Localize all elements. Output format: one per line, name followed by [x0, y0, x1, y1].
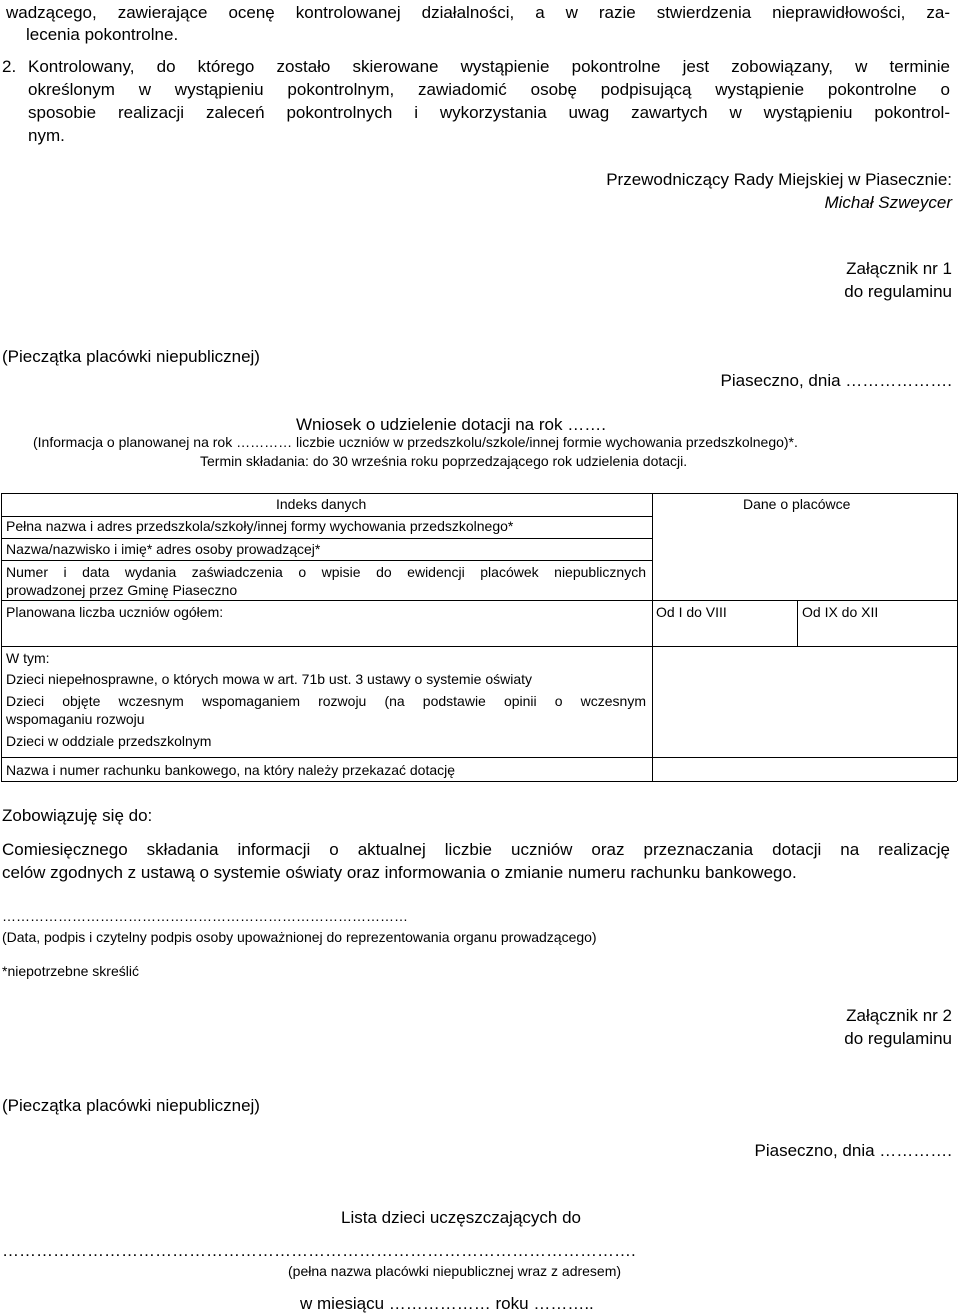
- commitment-line: celów zgodnych z ustawą o systemie oświaty oraz informowania o zmianie numeru rachunku bankowego.: [2, 863, 797, 882]
- table-border: [1, 493, 2, 781]
- paragraph-line: nym.: [28, 126, 65, 145]
- paragraph-line: wadzącego, zawierające ocenę kontrolowanej działalności, a w razie stwierdzenia nieprawidłowości, za-: [6, 3, 950, 22]
- table-row-certificate-cont: prowadzonej przez Gminę Piaseczno: [6, 582, 238, 598]
- list-title: Lista dzieci uczęszczających do: [341, 1208, 582, 1227]
- table-border: [797, 600, 798, 646]
- table-header-index: Indeks danych: [276, 496, 367, 512]
- table-border: [1, 600, 957, 601]
- stamp-placeholder: (Pieczątka placówki niepublicznej): [2, 347, 260, 366]
- institution-dots: ………………………………………………………………………………………………….: [2, 1241, 636, 1260]
- table-border: [957, 493, 958, 781]
- month-year-line: w miesiącu ……………… roku ………..: [300, 1294, 594, 1313]
- annex-title: Załącznik nr 1: [846, 259, 952, 278]
- table-row-operator: Nazwa/nazwisko i imię* adres osoby prowadzącej*: [6, 541, 321, 557]
- stamp-placeholder: (Pieczątka placówki niepublicznej): [2, 1096, 260, 1115]
- paragraph-line: określonym w wystąpieniu pokontrolnym, zawiadomić osobę podpisującą wystąpienie pokontrolne o: [28, 80, 950, 99]
- grades-9-12-label: Od IX do XII: [802, 604, 879, 620]
- table-border: [1, 493, 957, 494]
- signature-name: Michał Szweycer: [824, 193, 952, 212]
- annex-subtitle: do regulaminu: [844, 282, 952, 301]
- signature-dots: ……………………………………………………………………………: [2, 908, 408, 924]
- table-row-early-support: Dzieci objęte wczesnym wspomaganiem rozwoju (na podstawie opinii o wczesnym: [6, 693, 646, 709]
- table-row-bank: Nazwa i numer rachunku bankowego, na który należy przekazać dotację: [6, 762, 456, 778]
- institution-caption: (pełna nazwa placówki niepublicznej wraz z adresem): [288, 1263, 622, 1279]
- place-date-line: Piaseczno, dnia ………….: [754, 1141, 952, 1160]
- table-border: [1, 560, 652, 561]
- form-title: Wniosek o udzielenie dotacji na rok …….: [296, 415, 606, 434]
- commitment-heading: Zobowiązuję się do:: [2, 806, 153, 825]
- info-line: (Informacja o planowanej na rok ………… liczbie uczniów w przedszkolu/szkole/innej formie wychowania przedszkolnego)*.: [33, 434, 798, 450]
- table-row-certificate: Numer i data wydania zaświadczenia o wpisie do ewidencji placówek niepublicznych: [6, 564, 646, 580]
- grades-1-8-label: Od I do VIII: [656, 604, 727, 620]
- table-row-planned: Planowana liczba uczniów ogółem:: [6, 604, 224, 620]
- paragraph-line: sposobie realizacji zaleceń pokontrolnych i wykorzystania uwag zawartych w wystąpieniu pokontrol-: [28, 103, 950, 122]
- deadline-line: Termin składania: do 30 września roku poprzedzającego rok udzielenia dotacji.: [200, 453, 688, 469]
- annex-subtitle: do regulaminu: [844, 1029, 952, 1048]
- table-border: [1, 757, 957, 758]
- table-border: [1, 516, 652, 517]
- table-header-data: Dane o placówce: [743, 496, 851, 512]
- table-row-preschool: Dzieci w oddziale przedszkolnym: [6, 733, 212, 749]
- signature-caption: (Data, podpis i czytelny podpis osoby upoważnionej do reprezentowania organu prowadzącego): [2, 929, 597, 945]
- table-row-full-name: Pełna nazwa i adres przedszkola/szkoły/innej formy wychowania przedszkolnego*: [6, 518, 514, 534]
- table-row-disabled: Dzieci niepełnosprawne, o których mowa w art. 71b ust. 3 ustawy o systemie oświaty: [6, 671, 533, 687]
- paragraph-line: Kontrolowany, do którego zostało skierowane wystąpienie pokontrolne jest zobowiązany, w terminie: [28, 57, 950, 76]
- table-border: [1, 646, 957, 647]
- footnote: *niepotrzebne skreślić: [2, 963, 139, 979]
- table-row-early-support-cont: wspomaganiu rozwoju: [6, 711, 145, 727]
- table-row-including: W tym:: [6, 650, 50, 666]
- signature-role: Przewodniczący Rady Miejskiej w Piasecznie:: [606, 170, 952, 189]
- list-number: 2.: [2, 57, 17, 76]
- table-border: [1, 538, 652, 539]
- table-border: [1, 781, 957, 782]
- paragraph-line: lecenia pokontrolne.: [26, 25, 179, 44]
- annex-title: Załącznik nr 2: [846, 1006, 952, 1025]
- table-border: [652, 493, 653, 781]
- commitment-line: Comiesięcznego składania informacji o aktualnej liczbie uczniów oraz przeznaczania dotacji na realizację: [2, 840, 950, 859]
- place-date-line: Piaseczno, dnia ……………….: [720, 371, 952, 390]
